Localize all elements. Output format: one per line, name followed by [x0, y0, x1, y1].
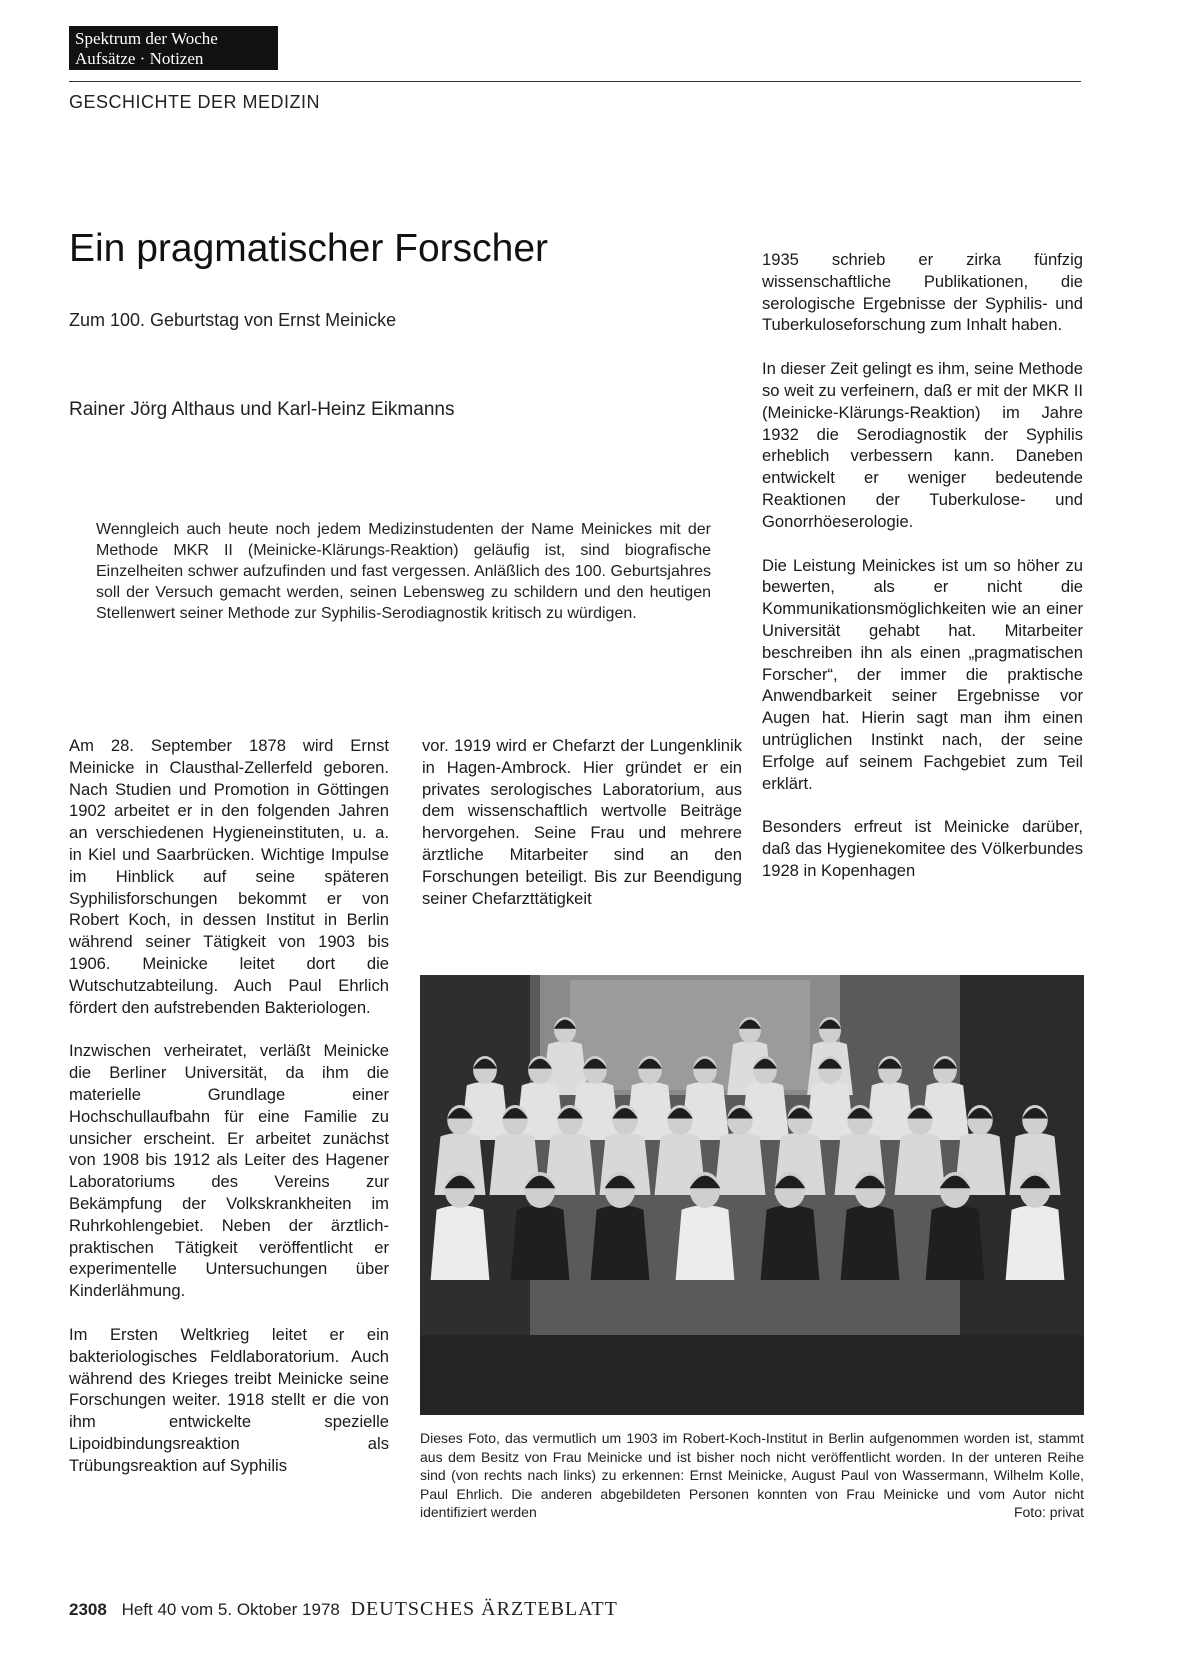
photo-caption-text: Dieses Foto, das vermutlich um 1903 im Robert-Koch-Institut in Berlin aufgenommen worden ist, stammt aus dem Besitz von Frau Meinicke und ist bisher noch nicht veröffentlicht worden. In der unteren Reihe sind (von rechts nach links) zu erkennen: Ernst Meinicke, August Paul von Wassermann, Wilhelm Kolle, Paul Ehrlich. Die anderen abgebildeten Personen konnten von Frau Meinicke und vom Autor nicht identifiziert werden	[420, 1430, 1084, 1520]
page-number: 2308	[69, 1600, 107, 1619]
journal-name: DEUTSCHES ÄRZTEBLATT	[350, 1598, 618, 1620]
section-heading: GESCHICHTE DER MEDIZIN	[69, 92, 321, 112]
body-column-3	[762, 249, 1083, 904]
article-subtitle: Zum 100. Geburtstag von Ernst Meinicke	[69, 310, 397, 330]
paragraph: Die Leistung Meinickes ist um so höher zu bewerten, als er nicht die Kommunikationsmöglichkeiten wie an einer Universität gehabt hat. Mitarbeiter beschreiben ihn als einen „pragmatischen Forscher“, der immer die praktische Anwendbarkeit seiner Ergebnisse vor Augen hat. Hierin sagt man ihm einen untrüglichen Instinkt nach, der seine Erfolge auf seinem Fachgebiet zum Teil erklärt.	[762, 555, 1083, 793]
header-rule	[69, 81, 1081, 82]
paragraph: Am 28. September 1878 wird Ernst Meinicke in Clausthal-Zellerfeld geboren. Nach Studien und Promotion in Göttingen 1902 arbeitet er in den folgenden Jahren an verschiedenen Hygieneinstituten, u. a. in Kiel und Saarbrücken. Wichtige Impulse im Hinblick auf seine späteren Syphilisforschungen bekommt er von Robert Koch, in dessen Institut in Berlin während seiner Tätigkeit von 1903 bis 1906. Meinicke leitet dort die Wutschutzabteilung. Auch Paul Ehrlich fördert den aufstrebenden Bakteriologen.	[69, 736, 389, 1017]
page-footer	[69, 1598, 618, 1621]
article-abstract: Wenngleich auch heute noch jedem Medizinstudenten der Name Meinickes mit der Methode MKR II (Meinicke-Klärungs-Reaktion) geläufig ist, sind biografische Einzelheiten schwer aufzufinden und fast vergessen. Anläßlich des 100. Geburtsjahres soll der Versuch gemacht werden, seinen Lebensweg zu schildern und den heutigen Stellenwert seiner Methode zur Syphilis-Serodiagnostik kritisch zu würdigen.	[96, 521, 711, 622]
paragraph: Besonders erfreut ist Meinicke darüber, daß das Hygienekomitee des Völkerbundes 1928 in Kopenhagen	[762, 817, 1084, 880]
paragraph: 1935 schrieb er zirka fünfzig wissenschaftliche Publikationen, die serologische Ergebnisse der Syphilis- und Tuberkuloseforschung zum Inhalt haben.	[762, 250, 1083, 335]
paragraph: Im Ersten Weltkrieg leitet er ein bakteriologisches Feldlaboratorium. Auch während des Krieges treibt Meinicke seine Forschungen weiter. 1918 stellt er die von ihm entwickelte spezielle Lipoidbindungsreaktion als Trübungsreaktion auf Syphilis	[69, 1324, 389, 1475]
paragraph: Inzwischen verheiratet, verläßt Meinicke die Berliner Universität, da ihm die materielle Grundlage einer Hochschullaufbahn für eine Familie zu unsicher erscheint. Er arbeitet zunächst von 1908 bis 1912 als Leiter des Hagener Laboratoriums des Vereins zur Bekämpfung der Volkskrankheiten im Ruhrkohlengebiet. Neben der ärztlich-praktischen Tätigkeit veröffentlicht er experimentelle Untersuchungen über Kinderlähmung.	[69, 1041, 389, 1301]
paragraph: In dieser Zeit gelingt es ihm, seine Methode so weit zu verfeinern, daß er mit der MKR II (Meinicke-Klärungs-Reaktion) im Jahre 1932 die Serodiagnostik der Syphilis erheblich verbessern kann. Daneben entwickelt er weniger bedeutende Reaktionen der Tuberkulose- und Gonorrhöeserologie.	[762, 359, 1083, 531]
body-column-1	[69, 735, 389, 1499]
section-tag-line2: Aufsätze · Notizen	[75, 49, 204, 68]
body-column-2	[422, 735, 742, 931]
group-photo	[420, 975, 1084, 1415]
section-tag-line1: Spektrum der Woche	[75, 29, 218, 48]
group-photo-illustration	[420, 975, 1084, 1415]
article-title: Ein pragmatischer Forscher	[69, 227, 549, 270]
photo-credit: Foto: privat	[1013, 1504, 1084, 1520]
paragraph: vor. 1919 wird er Chefarzt der Lungenklinik in Hagen-Ambrock. Hier gründet er ein privates serologisches Laboratorium, aus dem wissenschaftlich wertvolle Beiträge hervorgehen. Seine Frau und mehrere ärztliche Mitarbeiter sind an den Forschungen beteiligt. Bis zur Beendigung seiner Chefarzttätigkeit	[422, 736, 742, 908]
article-authors: Rainer Jörg Althaus und Karl-Heinz Eikmanns	[69, 399, 455, 420]
issue-info: Heft 40 vom 5. Oktober 1978	[121, 1600, 340, 1619]
section-tag	[69, 26, 278, 70]
photo-caption	[420, 1429, 1084, 1522]
